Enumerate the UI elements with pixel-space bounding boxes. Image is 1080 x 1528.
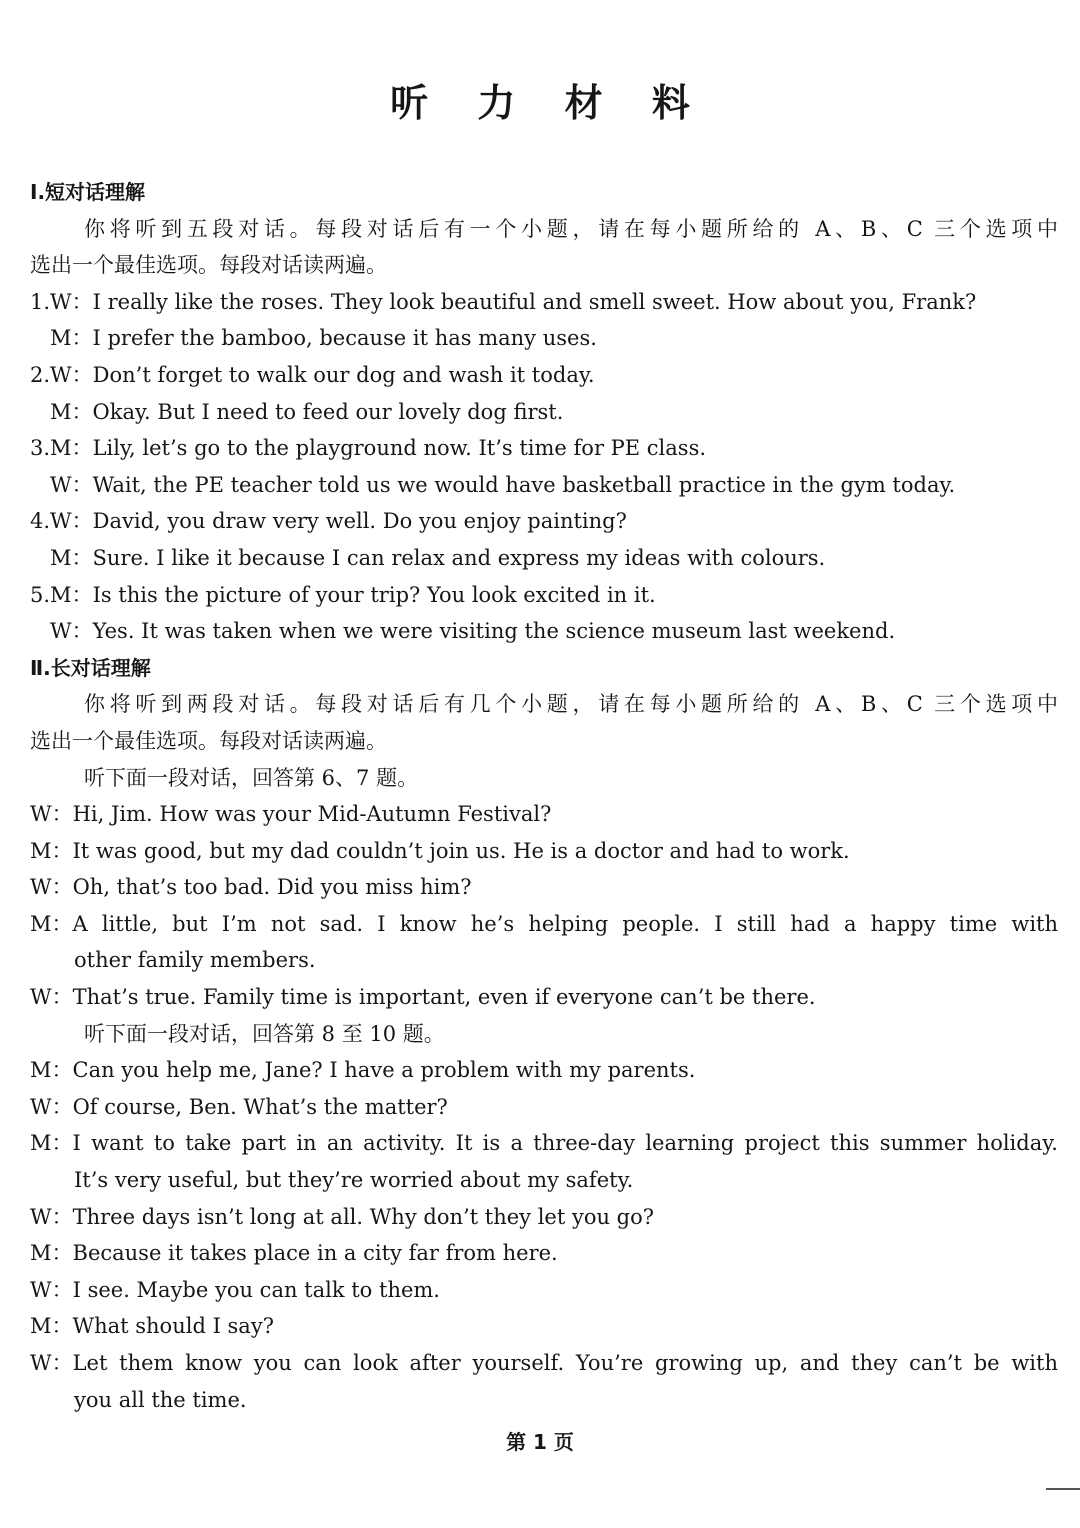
dialog-text: That’s true. Family time is important, even if everyone can’t be there.	[72, 985, 816, 1010]
dialog-line	[30, 320, 1058, 357]
dialog-line	[30, 1125, 1058, 1162]
dialog-text: I prefer the bamboo, because it has many uses.	[92, 326, 597, 351]
dialog-text: A little, but I’m not sad. I know he’s helping people. I still had a happy time with	[72, 911, 1058, 936]
section-2-instruction-line-1: 你将听到两段对话。每段对话后有几个小题，请在每小题所给的 A、B、C 三个选项中	[84, 692, 1058, 717]
dialog-line	[30, 1199, 1058, 1236]
dialog-line	[30, 503, 1058, 540]
speaker-label: W：	[30, 1351, 73, 1375]
speaker-label: W：	[30, 1204, 73, 1229]
conversation-1-intro: 听下面一段对话，回答第 6、7 题。	[84, 765, 419, 790]
speaker-label: M：	[50, 582, 93, 607]
speaker-label: W：	[50, 619, 93, 644]
speaker-label: W：	[50, 472, 93, 497]
dialog-line	[30, 577, 1058, 614]
dialog-text: Three days isn’t long at all. Why don’t they let you go?	[72, 1204, 655, 1229]
dialog-text: I want to take part in an activity. It is a three-day learning project this summer holiday.	[72, 1131, 1058, 1156]
document-title: 听 力 材 料	[390, 81, 708, 125]
section-1-instruction-line-2: 选出一个最佳选项。每段对话读两遍。	[30, 253, 387, 278]
dialog-line	[30, 796, 1058, 833]
dialog-text: I see. Maybe you can talk to them.	[72, 1277, 440, 1302]
speaker-label: W：	[30, 985, 73, 1010]
dialog-number: 4.	[30, 509, 51, 534]
conversation-1	[30, 796, 1058, 1016]
section-2-heading: Ⅱ.长对话理解	[30, 655, 151, 680]
section-1-instruction-line-1: 你将听到五段对话。每段对话后有一个小题，请在每小题所给的 A、B、C 三个选项中	[84, 216, 1058, 241]
dialog-line	[30, 357, 1058, 394]
dialog-number: 1.	[30, 289, 51, 314]
speaker-label: W：	[30, 875, 73, 900]
dialog-line	[30, 1272, 1058, 1309]
dialog-line	[30, 869, 1058, 906]
speaker-label: W：	[50, 509, 93, 534]
dialog-line	[30, 833, 1058, 870]
speaker-label: W：	[50, 289, 93, 314]
dialog-text: Oh, that’s too bad. Did you miss him?	[72, 875, 472, 900]
speaker-label: M：	[30, 1314, 73, 1339]
speaker-label: W：	[30, 1094, 73, 1119]
dialog-number: 2.	[30, 362, 51, 387]
dialog-text: Is this the picture of your trip? You look excited in it.	[92, 582, 656, 607]
dialog-line	[30, 1308, 1058, 1345]
dialog-text: Of course, Ben. What’s the matter?	[72, 1094, 448, 1119]
dialog-line	[30, 394, 1058, 431]
section-2-instruction-line-2: 选出一个最佳选项。每段对话读两遍。	[30, 728, 387, 753]
dialog-text: Let them know you can look after yourself. You’re growing up, and they can’t be with	[72, 1351, 1058, 1375]
dialog-text: Can you help me, Jane? I have a problem with my parents.	[72, 1058, 696, 1083]
conversation-2	[30, 1052, 1058, 1418]
page-number: 第 1 页	[506, 1430, 574, 1454]
speaker-label: M：	[30, 1241, 73, 1266]
short-dialog-list	[30, 284, 1058, 650]
dialog-text: Don’t forget to walk our dog and wash it today.	[92, 362, 595, 387]
dialog-text: David, you draw very well. Do you enjoy painting?	[92, 509, 627, 534]
speaker-label: M：	[30, 1131, 73, 1156]
speaker-label: M：	[30, 1058, 73, 1083]
dialog-line	[30, 1089, 1058, 1126]
listening-script	[30, 174, 1058, 1418]
dialog-line	[30, 979, 1058, 1016]
dialog-number: 3.	[30, 436, 51, 461]
dialog-line	[30, 1235, 1058, 1272]
dialog-text: Hi, Jim. How was your Mid-Autumn Festival?	[72, 802, 552, 827]
dialog-line	[30, 430, 1058, 467]
speaker-label: M：	[50, 326, 93, 351]
dialog-line	[30, 1345, 1058, 1382]
conversation-2-intro: 听下面一段对话，回答第 8 至 10 题。	[84, 1021, 445, 1046]
dialog-line	[30, 613, 1058, 650]
corner-mark	[1046, 1488, 1080, 1490]
speaker-label: M：	[50, 436, 93, 461]
dialog-number: 5.	[30, 582, 51, 607]
dialog-text: Wait, the PE teacher told us we would have basketball practice in the gym today.	[92, 472, 956, 497]
dialog-text: Yes. It was taken when we were visiting the science museum last weekend.	[92, 619, 896, 644]
dialog-line	[30, 540, 1058, 577]
speaker-label: W：	[30, 802, 73, 827]
dialog-text: Okay. But I need to feed our lovely dog first.	[92, 399, 564, 424]
dialog-text: Sure. I like it because I can relax and express my ideas with colours.	[92, 545, 826, 570]
speaker-label: M：	[50, 399, 93, 424]
dialog-line-continued: It’s very useful, but they’re worried about my safety.	[74, 1168, 634, 1193]
dialog-text: Because it takes place in a city far from here.	[72, 1241, 558, 1266]
speaker-label: W：	[50, 362, 93, 387]
speaker-label: M：	[50, 545, 93, 570]
section-1-heading: Ⅰ.短对话理解	[30, 180, 146, 204]
dialog-line-continued: other family members.	[74, 948, 316, 973]
dialog-line-continued: you all the time.	[74, 1387, 247, 1412]
dialog-text: Lily, let’s go to the playground now. It’s time for PE class.	[92, 436, 707, 461]
speaker-label: W：	[30, 1277, 73, 1302]
dialog-text: It was good, but my dad couldn’t join us. He is a doctor and had to work.	[72, 838, 850, 863]
dialog-text: I really like the roses. They look beautiful and smell sweet. How about you, Frank?	[92, 289, 977, 314]
dialog-line	[30, 906, 1058, 943]
speaker-label: M：	[30, 838, 73, 863]
dialog-text: What should I say?	[72, 1314, 274, 1339]
speaker-label: M：	[30, 911, 73, 936]
dialog-line	[30, 284, 1058, 321]
dialog-line	[30, 467, 1058, 504]
dialog-line	[30, 1052, 1058, 1089]
